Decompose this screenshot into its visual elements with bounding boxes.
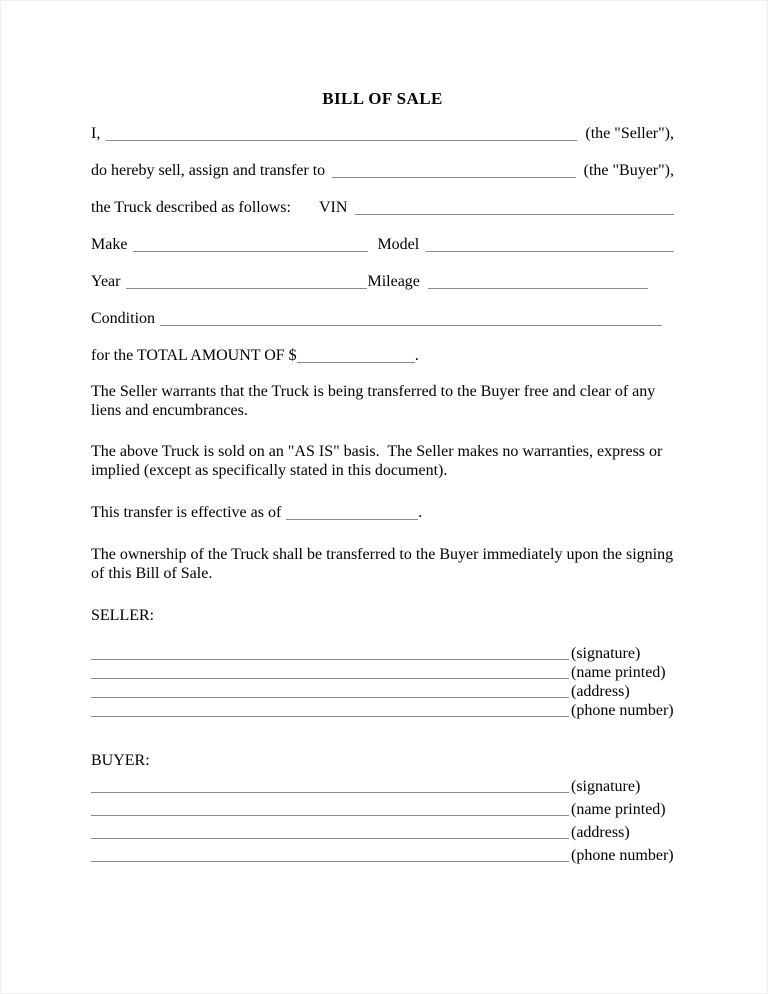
- mileage-label: Mileage: [367, 273, 420, 290]
- effective-date-label: This transfer is effective as of: [91, 504, 282, 521]
- buyer-phone-field[interactable]: [91, 861, 569, 862]
- buyer-intro-prefix: do hereby sell, assign and transfer to: [91, 162, 326, 179]
- vin-row: [91, 197, 674, 218]
- make-field[interactable]: [133, 251, 368, 252]
- seller-signature-block: [91, 605, 674, 720]
- seller-signature-row: [91, 644, 674, 663]
- address-label: (address): [571, 683, 630, 700]
- make-label: Make: [91, 236, 128, 253]
- year-label: Year: [91, 273, 121, 290]
- seller-name-field[interactable]: [106, 140, 577, 141]
- seller-intro-row: [91, 123, 674, 144]
- buyer-address-row: [91, 819, 674, 842]
- effective-date-period: .: [418, 504, 423, 521]
- effective-date-field[interactable]: [286, 519, 418, 520]
- total-amount-field[interactable]: [297, 362, 415, 363]
- seller-address-row: [91, 682, 674, 701]
- year-mileage-row: [91, 271, 674, 292]
- buyer-phone-row: [91, 842, 674, 865]
- model-label: Model: [377, 236, 420, 253]
- model-field[interactable]: [426, 251, 674, 252]
- name-printed-label: (name printed): [571, 664, 666, 681]
- condition-field[interactable]: [160, 325, 662, 326]
- condition-label: Condition: [91, 310, 156, 327]
- address-label: (address): [571, 824, 630, 841]
- signature-label: (signature): [571, 778, 641, 795]
- seller-signature-field[interactable]: [91, 659, 569, 660]
- buyer-signature-block: [91, 750, 674, 865]
- signature-label: (signature): [571, 645, 641, 662]
- as-is-clause: The above Truck is sold on an "AS IS" basis. The Seller makes no warranties, express or implied (except as specifically stated in this document).: [91, 443, 667, 479]
- condition-row: [91, 308, 674, 329]
- seller-intro-suffix: (the "Seller"),: [585, 125, 674, 142]
- phone-number-label: (phone number): [571, 847, 674, 864]
- seller-name-printed-field[interactable]: [91, 678, 569, 679]
- seller-phone-field[interactable]: [91, 716, 569, 717]
- page-title: BILL OF SALE: [322, 89, 443, 108]
- truck-described-label: the Truck described as follows:: [91, 199, 291, 216]
- buyer-intro-suffix: (the "Buyer"),: [583, 162, 674, 179]
- total-amount-row: [91, 345, 674, 366]
- vin-label: VIN: [318, 199, 348, 216]
- buyer-name-field[interactable]: [332, 177, 575, 178]
- buyer-signature-row: [91, 773, 674, 796]
- vin-field[interactable]: [355, 214, 674, 215]
- buyer-name-printed-row: [91, 796, 674, 819]
- liens-clause: The Seller warrants that the Truck is being transferred to the Buyer free and clear of any liens and encumbrances.: [91, 383, 656, 419]
- phone-number-label: (phone number): [571, 702, 674, 719]
- total-amount-period: .: [414, 347, 419, 364]
- buyer-signature-field[interactable]: [91, 792, 569, 793]
- year-field[interactable]: [126, 288, 367, 289]
- effective-date-row: [91, 502, 674, 523]
- buyer-name-printed-field[interactable]: [91, 815, 569, 816]
- name-printed-label: (name printed): [571, 801, 666, 818]
- seller-name-printed-row: [91, 663, 674, 682]
- buyer-address-field[interactable]: [91, 838, 569, 839]
- seller-heading: SELLER:: [91, 607, 155, 624]
- mileage-field[interactable]: [428, 288, 648, 289]
- seller-address-field[interactable]: [91, 697, 569, 698]
- seller-intro-prefix: I,: [91, 125, 101, 142]
- seller-phone-row: [91, 701, 674, 720]
- ownership-clause: The ownership of the Truck shall be transferred to the Buyer immediately upon the signing of this Bill of Sale.: [91, 546, 674, 582]
- buyer-heading: BUYER:: [91, 752, 150, 769]
- buyer-intro-row: [91, 160, 674, 181]
- total-amount-label: for the TOTAL AMOUNT OF $: [91, 347, 297, 364]
- make-model-row: [91, 234, 674, 255]
